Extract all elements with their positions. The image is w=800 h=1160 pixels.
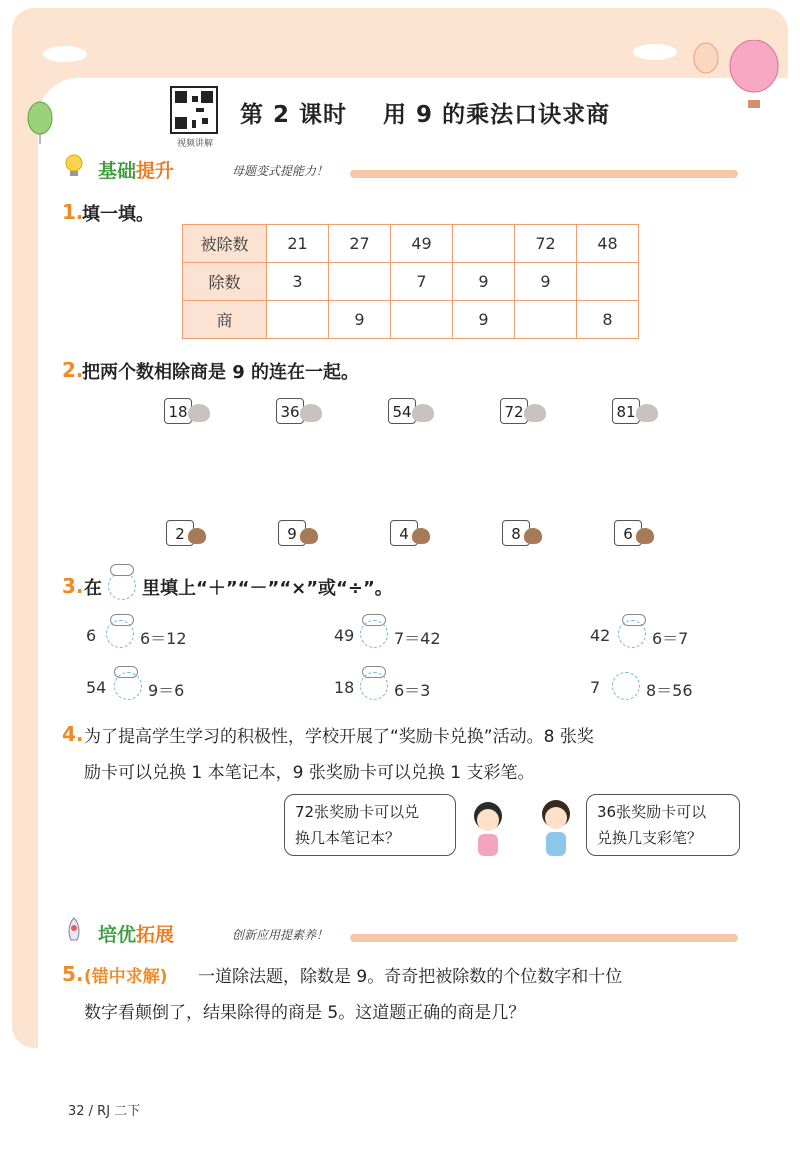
rabbit-icon [188,404,210,422]
section-basic-title [98,156,174,183]
table-cell[interactable]: 9 [329,301,391,339]
hot-air-balloons-icon [690,40,790,115]
bubble-right-line1: 36张奖励卡可以 [597,803,707,821]
answer-circle[interactable] [612,672,640,700]
q4-line1: 为了提高学生学习的积极性，学校开展了“奖励卡兑换”活动。8 张奖 [84,727,594,747]
table-row [183,225,639,263]
girl-icon [466,798,512,860]
table-cell[interactable]: 3 [267,263,329,301]
boy-icon [534,796,580,860]
pot-icon [524,528,542,544]
equation-left: 6 [86,626,97,645]
q4-number: 4. [62,722,84,746]
table-row [183,263,639,301]
table-cell[interactable]: 27 [329,225,391,263]
rabbit-icon [524,404,546,422]
answer-circle[interactable] [106,620,134,648]
top-number-box[interactable]: 18 [164,398,192,424]
table-cell[interactable]: 9 [453,301,515,339]
page-number: 32 / RJ 二下 [68,1104,141,1119]
section-ext-title [98,920,174,947]
row-header: 除数 [183,263,267,301]
table-cell[interactable]: 72 [515,225,577,263]
table-cell[interactable]: 7 [391,263,453,301]
bottom-number-box[interactable]: 8 [502,520,530,546]
top-number-box[interactable]: 81 [612,398,640,424]
section-divider [350,934,738,942]
answer-circle-example [108,572,136,600]
rabbit-icon [412,404,434,422]
pot-icon [412,528,430,544]
table-cell[interactable]: 48 [577,225,639,263]
equation-left: 54 [86,678,107,697]
top-number-box[interactable]: 36 [276,398,304,424]
bottom-number-box[interactable]: 6 [614,520,642,546]
section-basic-subtitle: 母题变式提能力！ [232,164,329,178]
bottom-number-box[interactable]: 9 [278,520,306,546]
lesson-title: 第 2 课时 用 9 的乘法口诀求商 [240,102,611,128]
lightbulb-icon [62,152,86,178]
bubble-left-line2: 换几本笔记本？ [295,829,401,847]
cloud-icon [110,564,134,576]
q3-text-b: 里填上“＋”“－”“×”或“÷”。 [142,578,393,599]
answer-circle[interactable] [618,620,646,648]
section-ext-subtitle: 创新应用提素养！ [232,928,329,942]
table-cell[interactable]: 49 [391,225,453,263]
equation-right: 8＝56 [646,681,693,700]
cloud-icon [40,44,90,64]
row-header: 商 [183,301,267,339]
equation-left: 42 [590,626,611,645]
table-cell[interactable] [577,263,639,301]
top-number-box[interactable]: 72 [500,398,528,424]
rabbit-icon [300,404,322,422]
answer-circle[interactable] [360,672,388,700]
section-divider [350,170,738,178]
q1-table [182,224,639,339]
table-cell[interactable] [391,301,453,339]
qr-code[interactable] [170,86,218,134]
speech-bubble-left [284,794,456,856]
equation-right: 6＝7 [652,629,689,648]
table-row [183,301,639,339]
section-basic-title-b: 提升 [136,160,175,182]
q2-number: 2. [62,358,84,382]
q3-text-a: 在 [84,578,102,599]
bottom-number-box[interactable]: 2 [166,520,194,546]
q4-line2: 励卡可以兑换 1 本笔记本，9 张奖励卡可以兑换 1 支彩笔。 [84,763,535,783]
table-cell[interactable] [453,225,515,263]
table-cell[interactable]: 21 [267,225,329,263]
table-cell[interactable] [515,301,577,339]
q2-text: 把两个数相除商是 9 的连在一起。 [82,362,360,383]
q5-number: 5. [62,962,84,986]
qr-label: 视频讲解 [176,139,213,149]
section-ext-title-a: 培优 [98,924,137,946]
q1-number: 1. [62,200,84,224]
pot-icon [300,528,318,544]
answer-circle[interactable] [360,620,388,648]
q5-line2: 数字看颠倒了，结果除得的商是 5。这道题正确的商是几？ [84,1003,526,1023]
table-cell[interactable]: 9 [453,263,515,301]
table-cell[interactable]: 9 [515,263,577,301]
table-cell[interactable] [267,301,329,339]
equation-left: 18 [334,678,355,697]
equation-right: 6＝3 [394,681,431,700]
q5-tag: (错中求解) [84,967,168,987]
equation-left: 49 [334,626,355,645]
rabbit-icon [636,404,658,422]
speech-bubble-right [586,794,740,856]
pot-icon [188,528,206,544]
equation-right: 7＝42 [394,629,441,648]
section-basic-title-a: 基础 [98,160,137,182]
section-ext-title-b: 拓展 [136,924,175,946]
top-number-box[interactable]: 54 [388,398,416,424]
cloud-icon [630,42,680,62]
q1-text: 填一填。 [82,204,154,225]
equation-left: 7 [590,678,601,697]
bubble-left-line1: 72张奖励卡可以兑 [295,803,420,821]
table-cell[interactable] [329,263,391,301]
equation-right: 6＝12 [140,629,187,648]
q5-line1: 一道除法题，除数是 9。奇奇把被除数的个位数字和十位 [198,967,623,987]
bottom-number-box[interactable]: 4 [390,520,418,546]
pot-icon [636,528,654,544]
rocket-icon [62,916,86,946]
balloon-icon [24,100,60,150]
equation-right: 9＝6 [148,681,185,700]
row-header: 被除数 [183,225,267,263]
table-cell[interactable]: 8 [577,301,639,339]
bubble-right-line2: 兑换几支彩笔？ [597,829,703,847]
answer-circle[interactable] [114,672,142,700]
q3-number: 3. [62,574,84,598]
